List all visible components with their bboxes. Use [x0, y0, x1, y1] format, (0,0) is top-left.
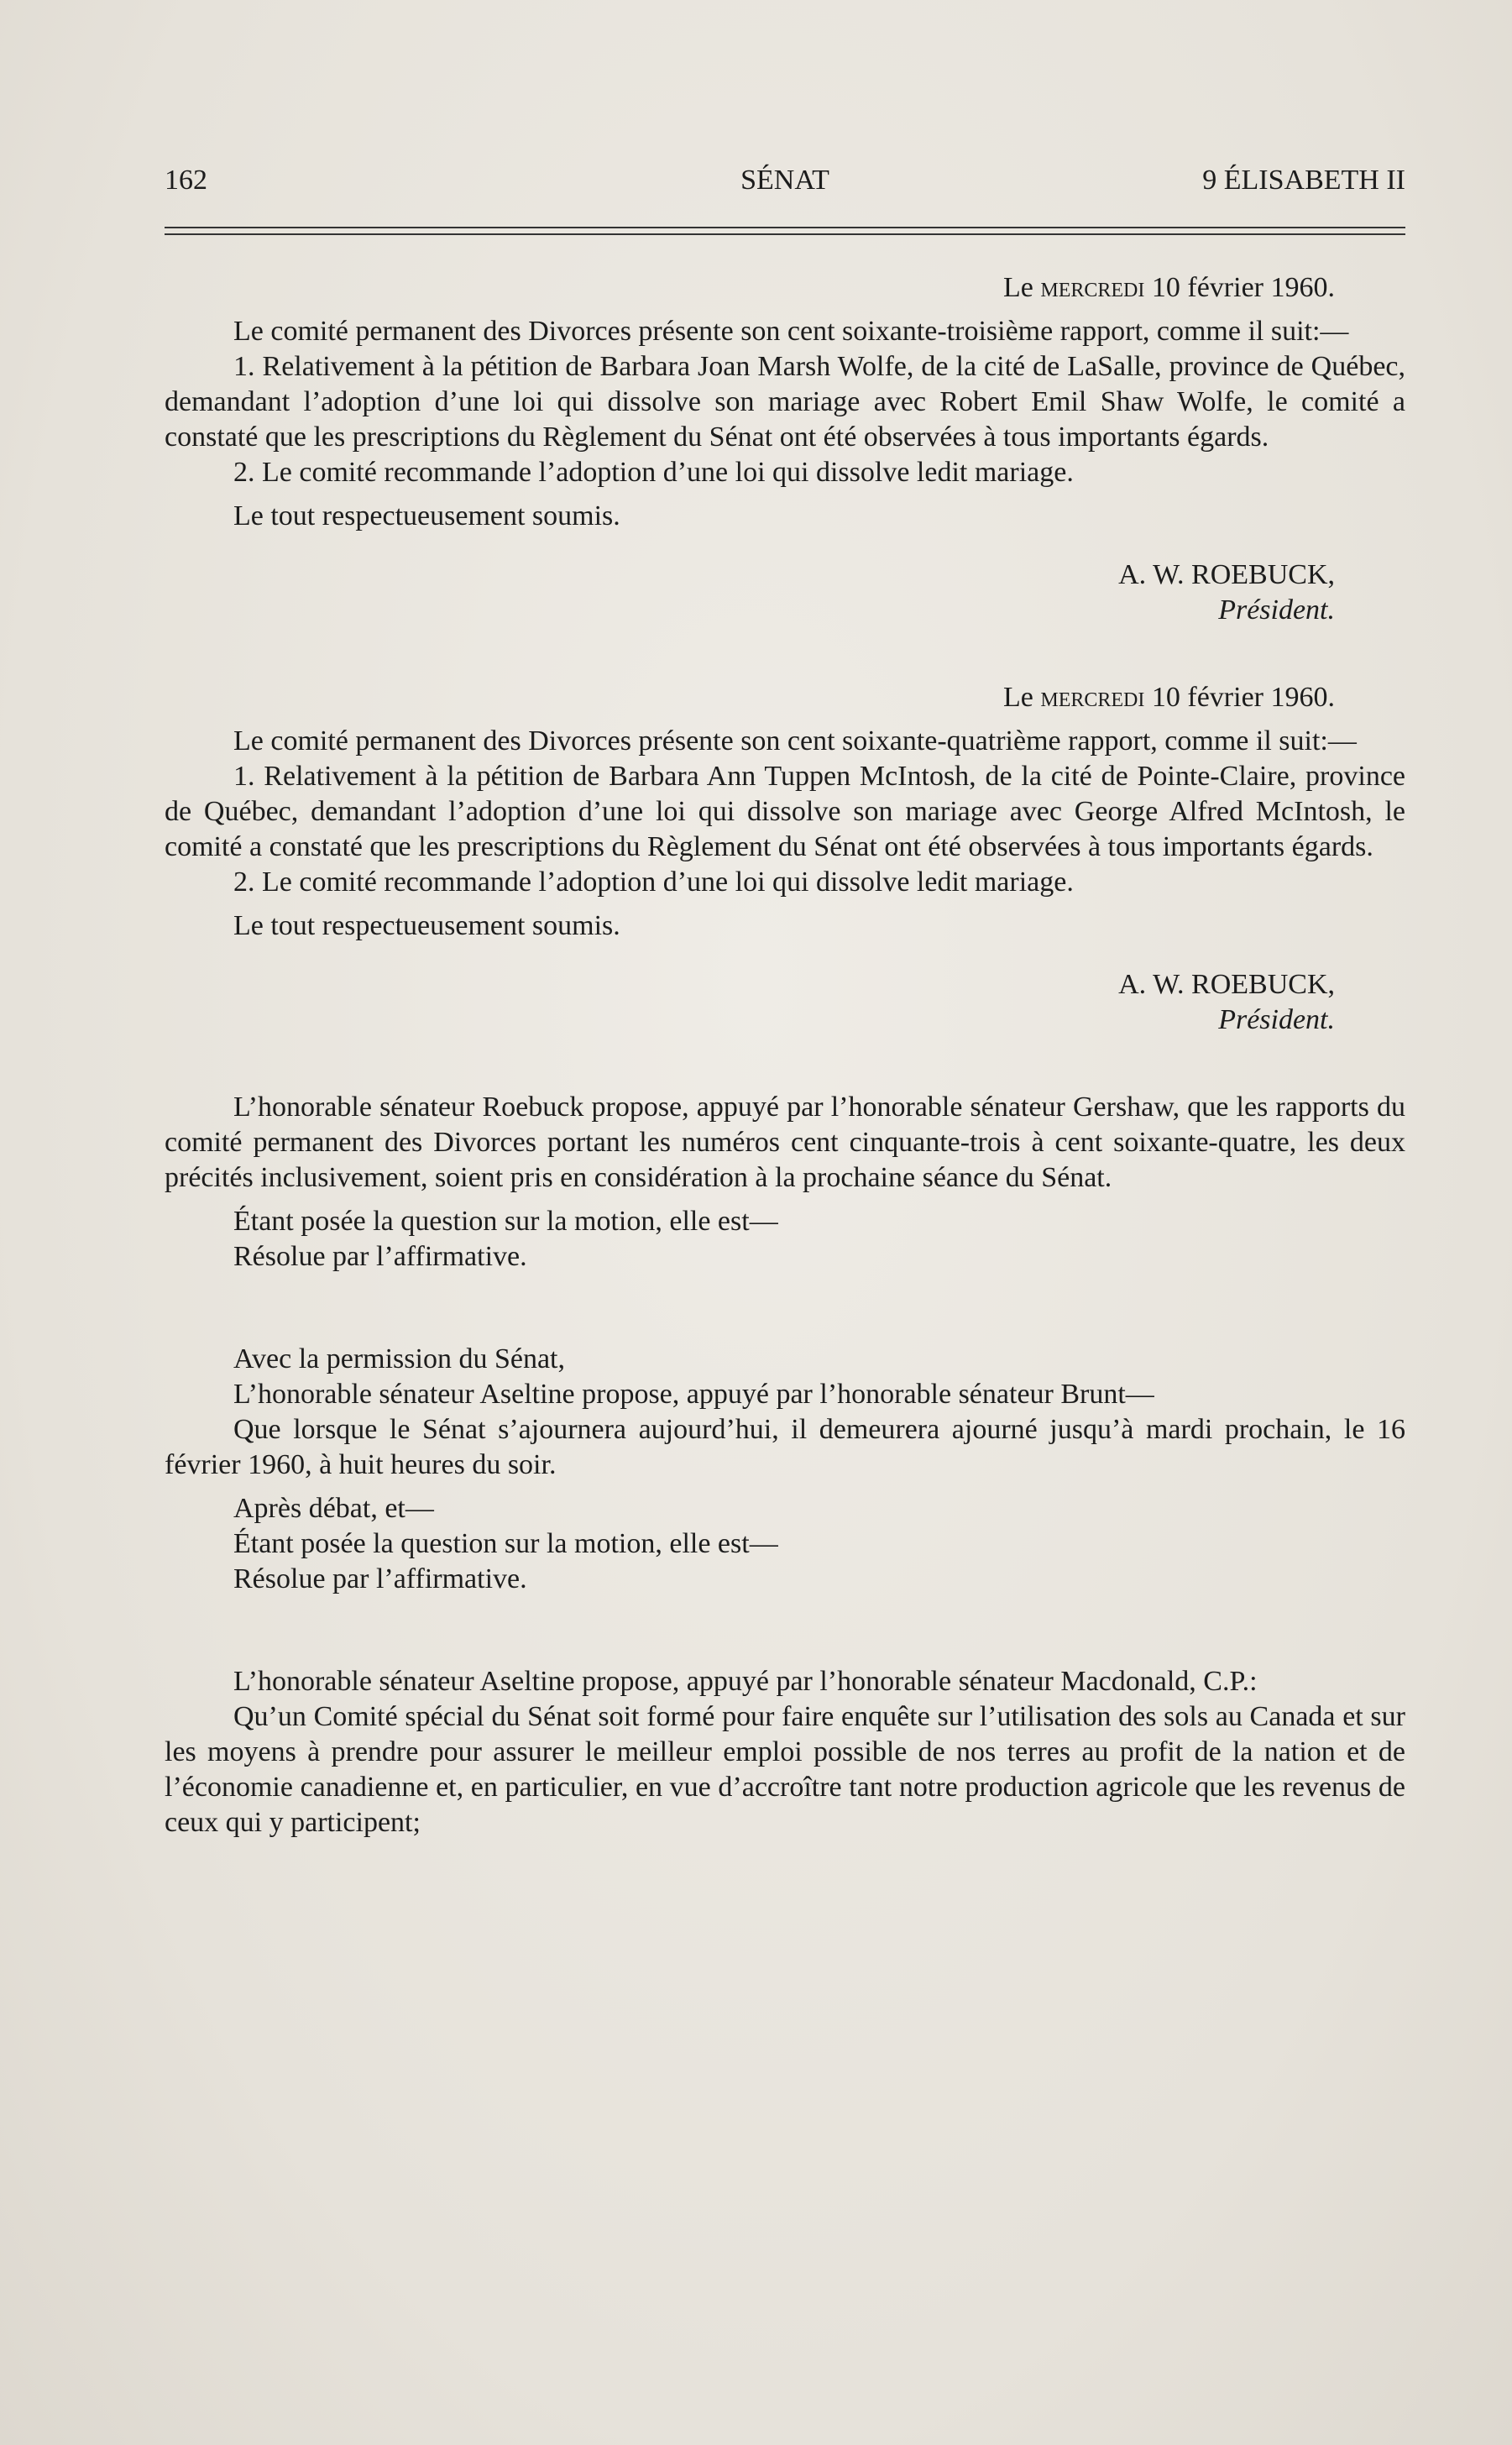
header-rule-bottom: [165, 233, 1405, 235]
date-prefix: Le: [1003, 272, 1033, 303]
date-prefix: Le: [1003, 682, 1033, 713]
report-intro: Le comité permanent des Divorces présente son cent soixante-troisième rapport, comme il suit:—: [233, 316, 1349, 347]
header-title: SÉNAT: [740, 165, 829, 196]
report-signature: A. W. ROEBUCK,: [1118, 559, 1335, 590]
motion-text: L’honorable sénateur Aseltine propose, appuyé par l’honorable sénateur Brunt—: [233, 1379, 1154, 1410]
report-signature-title: Président.: [1218, 1004, 1335, 1035]
motion-permission: Avec la permission du Sénat,: [233, 1343, 566, 1374]
running-header: [165, 165, 1405, 207]
page-content: [165, 270, 1405, 1840]
header-rule-top: [165, 227, 1405, 228]
motion-debate: Après débat, et—: [233, 1493, 434, 1524]
date-rest: 10 février 1960.: [1151, 682, 1335, 713]
report-item-1: 1. Relativement à la pétition de Barbara Joan Marsh Wolfe, de la cité de LaSalle, province de Québec, demandant l’adoption d’une loi qui dissolve son mariage avec Robert Emil Shaw Wolfe, le comité a constaté que les prescriptions du Règlement du Sénat ont été observées à tous importants égards.: [165, 351, 1405, 453]
report-item-2: 2. Le comité recommande l’adoption d’une loi qui dissolve ledit mariage.: [233, 457, 1074, 488]
report-164: [165, 680, 1405, 1038]
motion-question: Étant posée la question sur la motion, elle est—: [233, 1528, 778, 1559]
page-number: 162: [165, 165, 207, 196]
motion-reports-consideration: [165, 1090, 1405, 1275]
report-closing: Le tout respectueusement soumis.: [233, 500, 620, 531]
report-intro: Le comité permanent des Divorces présente son cent soixante-quatrième rapport, comme il suit:—: [233, 725, 1357, 757]
motion-text: L’honorable sénateur Aseltine propose, appuyé par l’honorable sénateur Macdonald, C.P.:: [233, 1666, 1258, 1697]
date-rest: 10 février 1960.: [1151, 272, 1335, 303]
report-item-2: 2. Le comité recommande l’adoption d’une loi qui dissolve ledit mariage.: [233, 866, 1074, 898]
motion-adjournment: [165, 1342, 1405, 1597]
motion-question: Étant posée la question sur la motion, elle est—: [233, 1206, 778, 1237]
date-day: mercredi: [1040, 682, 1145, 713]
report-signature: A. W. ROEBUCK,: [1118, 969, 1335, 1000]
date-day: mercredi: [1040, 272, 1145, 303]
motion-special-committee: [165, 1664, 1405, 1840]
header-reign: 9 ÉLISABETH II: [1202, 165, 1405, 196]
report-163: [165, 270, 1405, 628]
motion-result: Résolue par l’affirmative.: [233, 1563, 527, 1594]
report-signature-title: Président.: [1218, 594, 1335, 626]
report-closing: Le tout respectueusement soumis.: [233, 910, 620, 941]
motion-result: Résolue par l’affirmative.: [233, 1241, 527, 1272]
report-date: [165, 680, 1405, 715]
report-item-1: 1. Relativement à la pétition de Barbara Ann Tuppen McIntosh, de la cité de Pointe-Claire, province de Québec, demandant l’adoption d’une loi qui dissolve son mariage avec George Alfred McIntosh, le comité a constaté que les prescriptions du Règlement du Sénat ont été observées à tous importants égards.: [165, 761, 1405, 862]
motion-body: Que lorsque le Sénat s’ajournera aujourd’hui, il demeurera ajourné jusqu’à mardi prochain, le 16 février 1960, à huit heures du soir.: [165, 1414, 1405, 1480]
motion-text: L’honorable sénateur Roebuck propose, appuyé par l’honorable sénateur Gershaw, que les rapports du comité permanent des Divorces portant les numéros cent cinquante-trois à cent soixante-quatre, les deux précités inclusivement, soient pris en considération à la prochaine séance du Sénat.: [165, 1092, 1405, 1193]
motion-body: Qu’un Comité spécial du Sénat soit formé pour faire enquête sur l’utilisation des sols au Canada et sur les moyens à prendre pour assurer le meilleur emploi possible de nos terres au profit de la nation et de l’économie canadienne et, en particulier, en vue d’accroître tant notre production agricole que les revenus de ceux qui y participent;: [165, 1701, 1405, 1838]
report-date: [165, 270, 1405, 306]
